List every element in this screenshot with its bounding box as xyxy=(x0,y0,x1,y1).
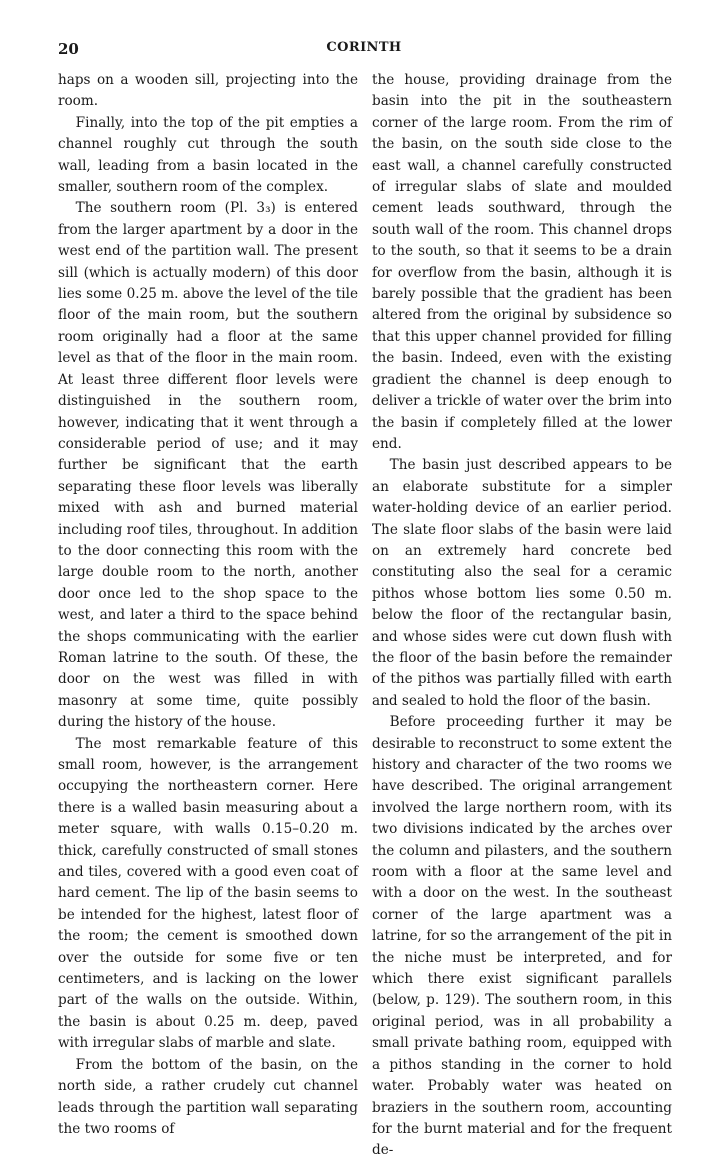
paragraph: The most remarkable feature of this small room, however, is the arrangement occupying the northeastern corner. Here there is a walled basin measuring about a meter square, with walls 0.15–0.20 m. thick, carefully constructed of small stones and tiles, covered with a good even coat of hard cement. The lip of the basin seems to be intended for the highest, latest floor of the room; the cement is smoothed down over the outside for some five or ten centimeters, and is lacking on the lower part of the walls on the outside. Within, the basin is about 0.25 m. deep, paved with irregular slabs of marble and slate. xyxy=(58,735,358,1052)
paragraph: From the bottom of the basin, on the north side, a rather crudely cut channel leads through the partition wall separating the two rooms of xyxy=(58,1056,358,1137)
paragraph: Before proceeding further it may be desirable to reconstruct to some extent the history and character of the two rooms we have described. The original arrangement involved the large northern room, with its two divisions indicated by the arches over the column and pilasters, and the southern room with a floor at the same level and with a door on the west. In the southeast corner of the large apartment was a latrine, for so the arrangement of the pit in the niche must be interpreted, and for which there exist significant parallels (below, p. 129). The southern room, in this original period, was in all probability a small private bathing room, equipped with a pithos standing in the corner to hold water. Probably water was heated on braziers in the southern room, accounting for the burnt material and for the frequent de- xyxy=(372,714,672,1159)
running-head: CORINTH xyxy=(326,40,402,55)
right-column xyxy=(372,70,672,1162)
paragraph: The southern room (Pl. 3₃) is entered from the larger apartment by a door in the west end of the partition wall. The present sill (which is actually modern) of this door lies some 0.25 m. above the level of the tile floor of the main room, but the southern room originally had a floor at the same level as that of the floor in the main room. At least three different floor levels were distinguished in the southern room, however, indicating that it went through a considerable period of use; and it may further be significant that the earth separating these floor levels was liberally mixed with ash and burned material including roof tiles, throughout. In addition to the door connecting this room with the large double room to the north, another door once led to the shop space to the west, and later a third to the space behind the shops communicating with the earlier Roman latrine to the south. Of these, the door on the west was filled in with masonry at some time, quite possibly during the history of the house. xyxy=(58,200,358,731)
page-number: 20 xyxy=(58,40,79,58)
paragraph: The basin just described appears to be an elaborate substitute for a simpler water-holding device of an earlier period. The slate floor slabs of the basin were laid on an extremely hard concrete bed constituting also the seal for a ceramic pithos whose bottom lies some 0.50 m. below the floor of the rectangular basin, and whose sides were cut down flush with the floor of the basin before the remainder of the pithos was partially filled with earth and sealed to hold the floor of the basin. xyxy=(372,457,672,709)
paragraph: the house, providing drainage from the basin into the pit in the southeastern corner of the large room. From the rim of the basin, on the south side close to the east wall, a channel carefully constructed of irregular slabs of slate and moulded cement leads southward, through the south wall of the room. This channel drops to the south, so that it seems to be a drain for overflow from the basin, although it is barely possible that the gradient has been altered from the original by subsidence so that this upper channel provided for filling the basin. Indeed, even with the existing gradient the channel is deep enough to deliver a trickle of water over the brim into the basin if completely filled at the lower end. xyxy=(372,72,672,452)
left-column xyxy=(58,70,358,1140)
paragraph: Finally, into the top of the pit empties a channel roughly cut through the south wall, leading from a basin located in the smaller, southern room of the complex. xyxy=(58,114,358,196)
page-header xyxy=(58,40,670,62)
paragraph: haps on a wooden sill, projecting into the room. xyxy=(58,72,358,110)
